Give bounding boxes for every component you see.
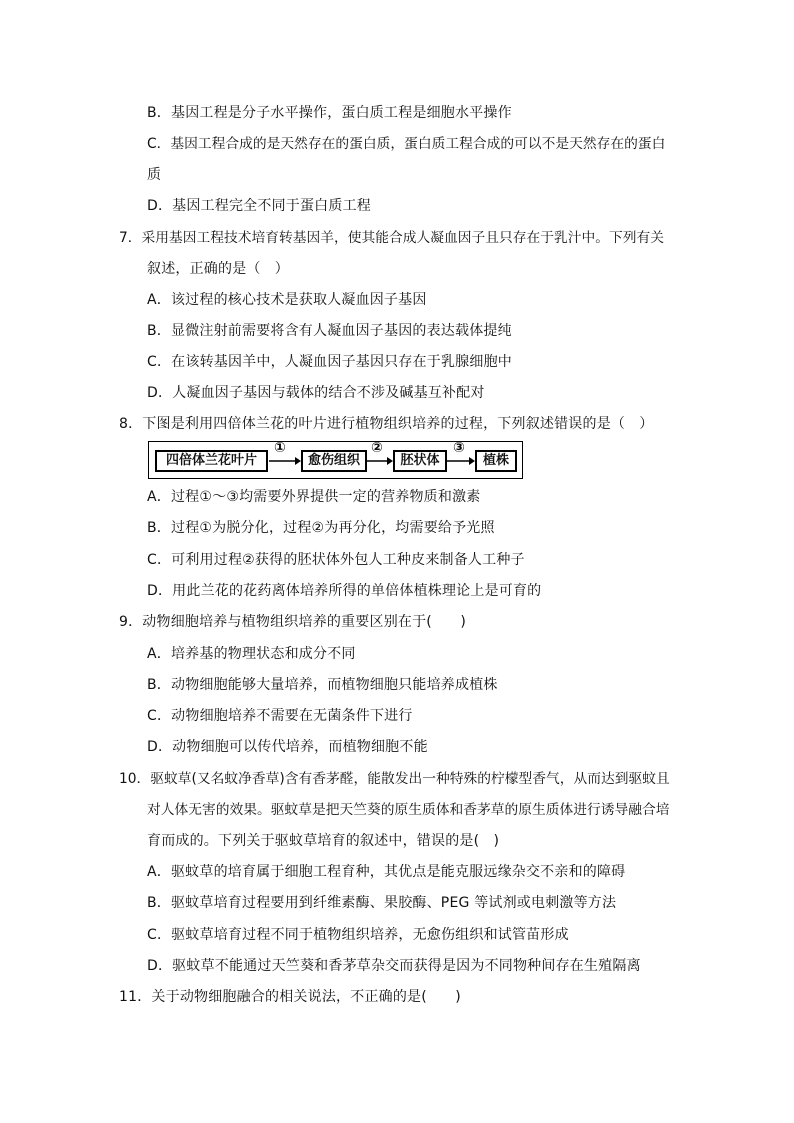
q9-option-c: C．动物细胞培养不需要在无菌条件下进行 [147, 708, 413, 724]
q10-option-b: B．驱蚊草培育过程要用到纤维素酶、果胶酶、PEG 等试剂或电刺激等方法 [147, 895, 617, 911]
q9-stem: 9．动物细胞培养与植物组织培养的重要区别在于( ) [119, 614, 467, 630]
q7-option-d: D．人凝血因子基因与载体的结合不涉及碱基互补配对 [147, 385, 485, 401]
diagram-box-embryoid: 胚状体 [393, 450, 447, 472]
q10-stem-line3: 育而成的。下列关于驱蚊草培育的叙述中，错误的是( ) [147, 833, 500, 849]
q9-option-b: B．动物细胞能够大量培养，而植物细胞只能培养成植株 [147, 677, 498, 693]
q6-option-c-line1: C．基因工程合成的是天然存在的蛋白质，蛋白质工程合成的可以不是天然存在的蛋白 [147, 136, 666, 152]
q9-option-a: A．培养基的物理状态和成分不同 [147, 646, 356, 662]
q7-stem-line1: 7．采用基因工程技术培育转基因羊，使其能合成人凝血因子且只存在于乳汁中。下列有关 [119, 230, 665, 246]
q8-option-d: D．用此兰花的花药离体培养所得的单倍体植株理论上是可育的 [147, 583, 542, 599]
q7-option-a: A．该过程的核心技术是获取人凝血因子基因 [147, 292, 427, 308]
q6-option-c-line2: 质 [147, 167, 162, 183]
q7-option-c: C．在该转基因羊中，人凝血因子基因只存在于乳腺细胞中 [147, 354, 512, 370]
diagram-step-2: ② [371, 440, 384, 456]
q7-option-b: B．显微注射前需要将含有人凝血因子基因的表达载体提纯 [147, 323, 512, 339]
q10-stem-line1: 10．驱蚊草(又名蚊净香草)含有香茅醛，能散发出一种特殊的柠檬型香气，从而达到驱蚊且 [119, 771, 670, 787]
q8-option-a: A．过程①～③均需要外界提供一定的营养物质和激素 [147, 489, 481, 505]
q10-option-a: A．驱蚊草的培育属于细胞工程育种，其优点是能克服远缘杂交不亲和的障碍 [147, 864, 626, 880]
q7-stem-line2: 叙述，正确的是（ ） [147, 261, 289, 277]
q10-stem-line2: 对人体无害的效果。驱蚊草是把天竺葵的原生质体和香茅草的原生质体进行诱导融合培 [147, 802, 670, 818]
q9-option-d: D．动物细胞可以传代培养，而植物细胞不能 [147, 739, 428, 755]
q8-stem: 8．下图是利用四倍体兰花的叶片进行植物组织培养的过程，下列叙述错误的是（ ） [119, 416, 654, 432]
q8-option-c: C．可利用过程②获得的胚状体外包人工种皮来制备人工种子 [147, 552, 525, 568]
diagram-box-leaf: 四倍体兰花叶片 [155, 450, 268, 472]
diagram-step-3: ③ [453, 440, 466, 456]
q8-option-b: B．过程①为脱分化，过程②为再分化，均需要给予光照 [147, 520, 495, 536]
q6-option-d: D．基因工程完全不同于蛋白质工程 [147, 198, 371, 214]
q10-option-d: D．驱蚊草不能通过天竺葵和香茅草杂交而获得是因为不同物种间存在生殖隔离 [147, 958, 641, 974]
q11-stem: 11．关于动物细胞融合的相关说法，不正确的是( ) [119, 989, 461, 1005]
diagram-step-1: ① [274, 440, 287, 456]
diagram-box-plant: 植株 [475, 450, 517, 472]
q10-option-c: C．驱蚊草培育过程不同于植物组织培养，无愈伤组织和试管苗形成 [147, 927, 569, 943]
diagram-box-callus: 愈伤组织 [301, 450, 367, 472]
culture-process-diagram [148, 441, 523, 479]
q6-option-b: B．基因工程是分子水平操作，蛋白质工程是细胞水平操作 [147, 105, 512, 121]
